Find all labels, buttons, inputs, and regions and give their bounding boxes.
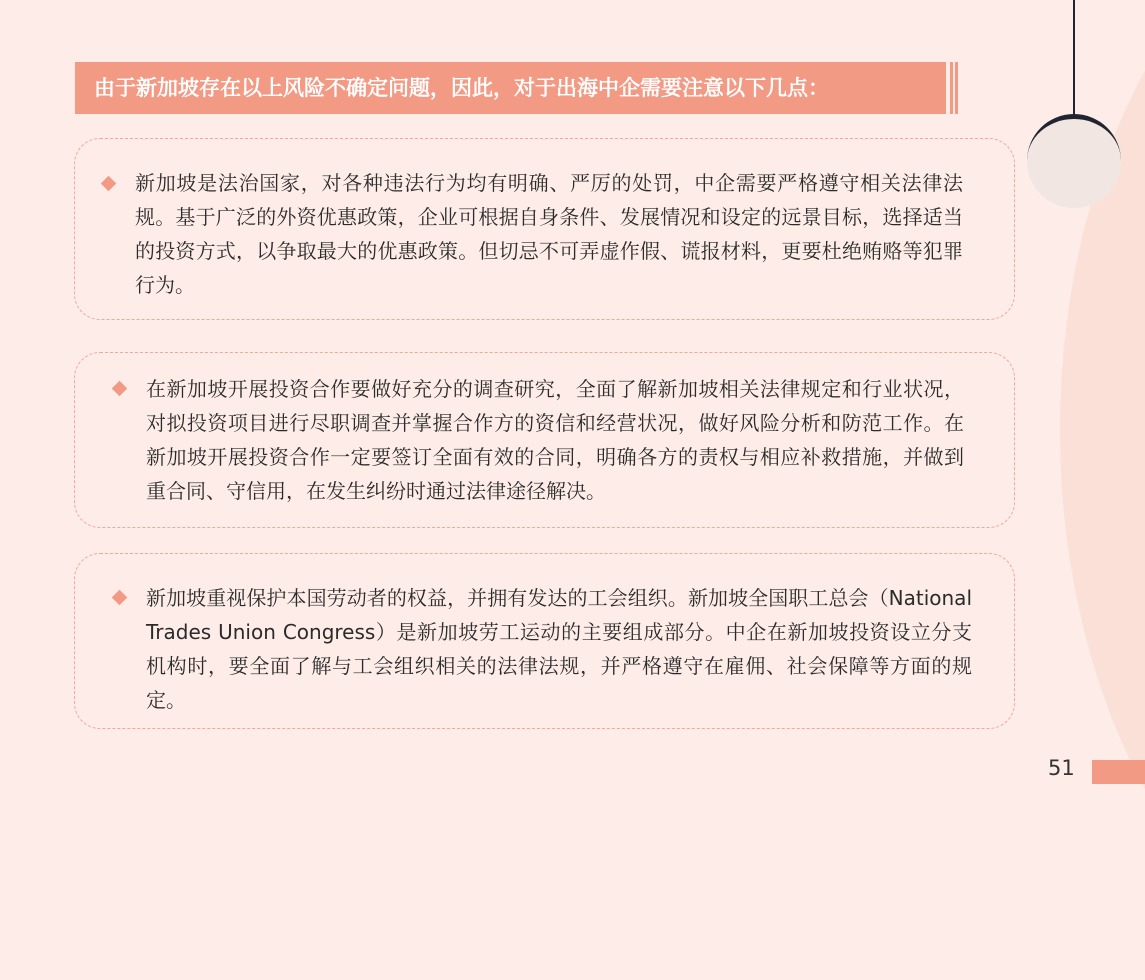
point-text-3: 新加坡重视保护本国劳动者的权益，并拥有发达的工会组织。新加坡全国职工总会（National Trades Union Congress）是新加坡劳工运动的主要组成部分。中企在新加坡投资设立分支机构时，要全面了解与工会组织相关的法律法规，并严格遵守在雇佣、社会保障等方面的规定。 (146, 586, 972, 712)
pendant-lamp-icon (1027, 114, 1121, 208)
page-tab-decor (1092, 760, 1145, 784)
point-text-1: 新加坡是法治国家，对各种违法行为均有明确、严厉的处罚，中企需要严格遵守相关法律法规。基于广泛的外资优惠政策，企业可根据自身条件、发展情况和设定的远景目标，选择适当的投资方式，以争取最大的优惠政策。但切忌不可弄虚作假、谎报材料，更要杜绝贿赂等犯罪行为。 (135, 171, 963, 297)
header-decor-bar-2 (955, 62, 958, 114)
pendant-lamp-cord (1073, 0, 1075, 118)
point-text-2: 在新加坡开展投资合作要做好充分的调查研究，全面了解新加坡相关法律规定和行业状况，对拟投资项目进行尽职调查并掌握合作方的资信和经营状况，做好风险分析和防范工作。在新加坡开展投资合作一定要签订全面有效的合同，明确各方的责权与相应补救措施，并做到重合同、守信用，在发生纠纷时通过法律途径解决。 (146, 377, 964, 503)
header-decor-bar-1 (950, 62, 953, 114)
page-number: 51 (1048, 756, 1075, 780)
section-header: 由于新加坡存在以上风险不确定问题，因此，对于出海中企需要注意以下几点： (75, 62, 946, 114)
